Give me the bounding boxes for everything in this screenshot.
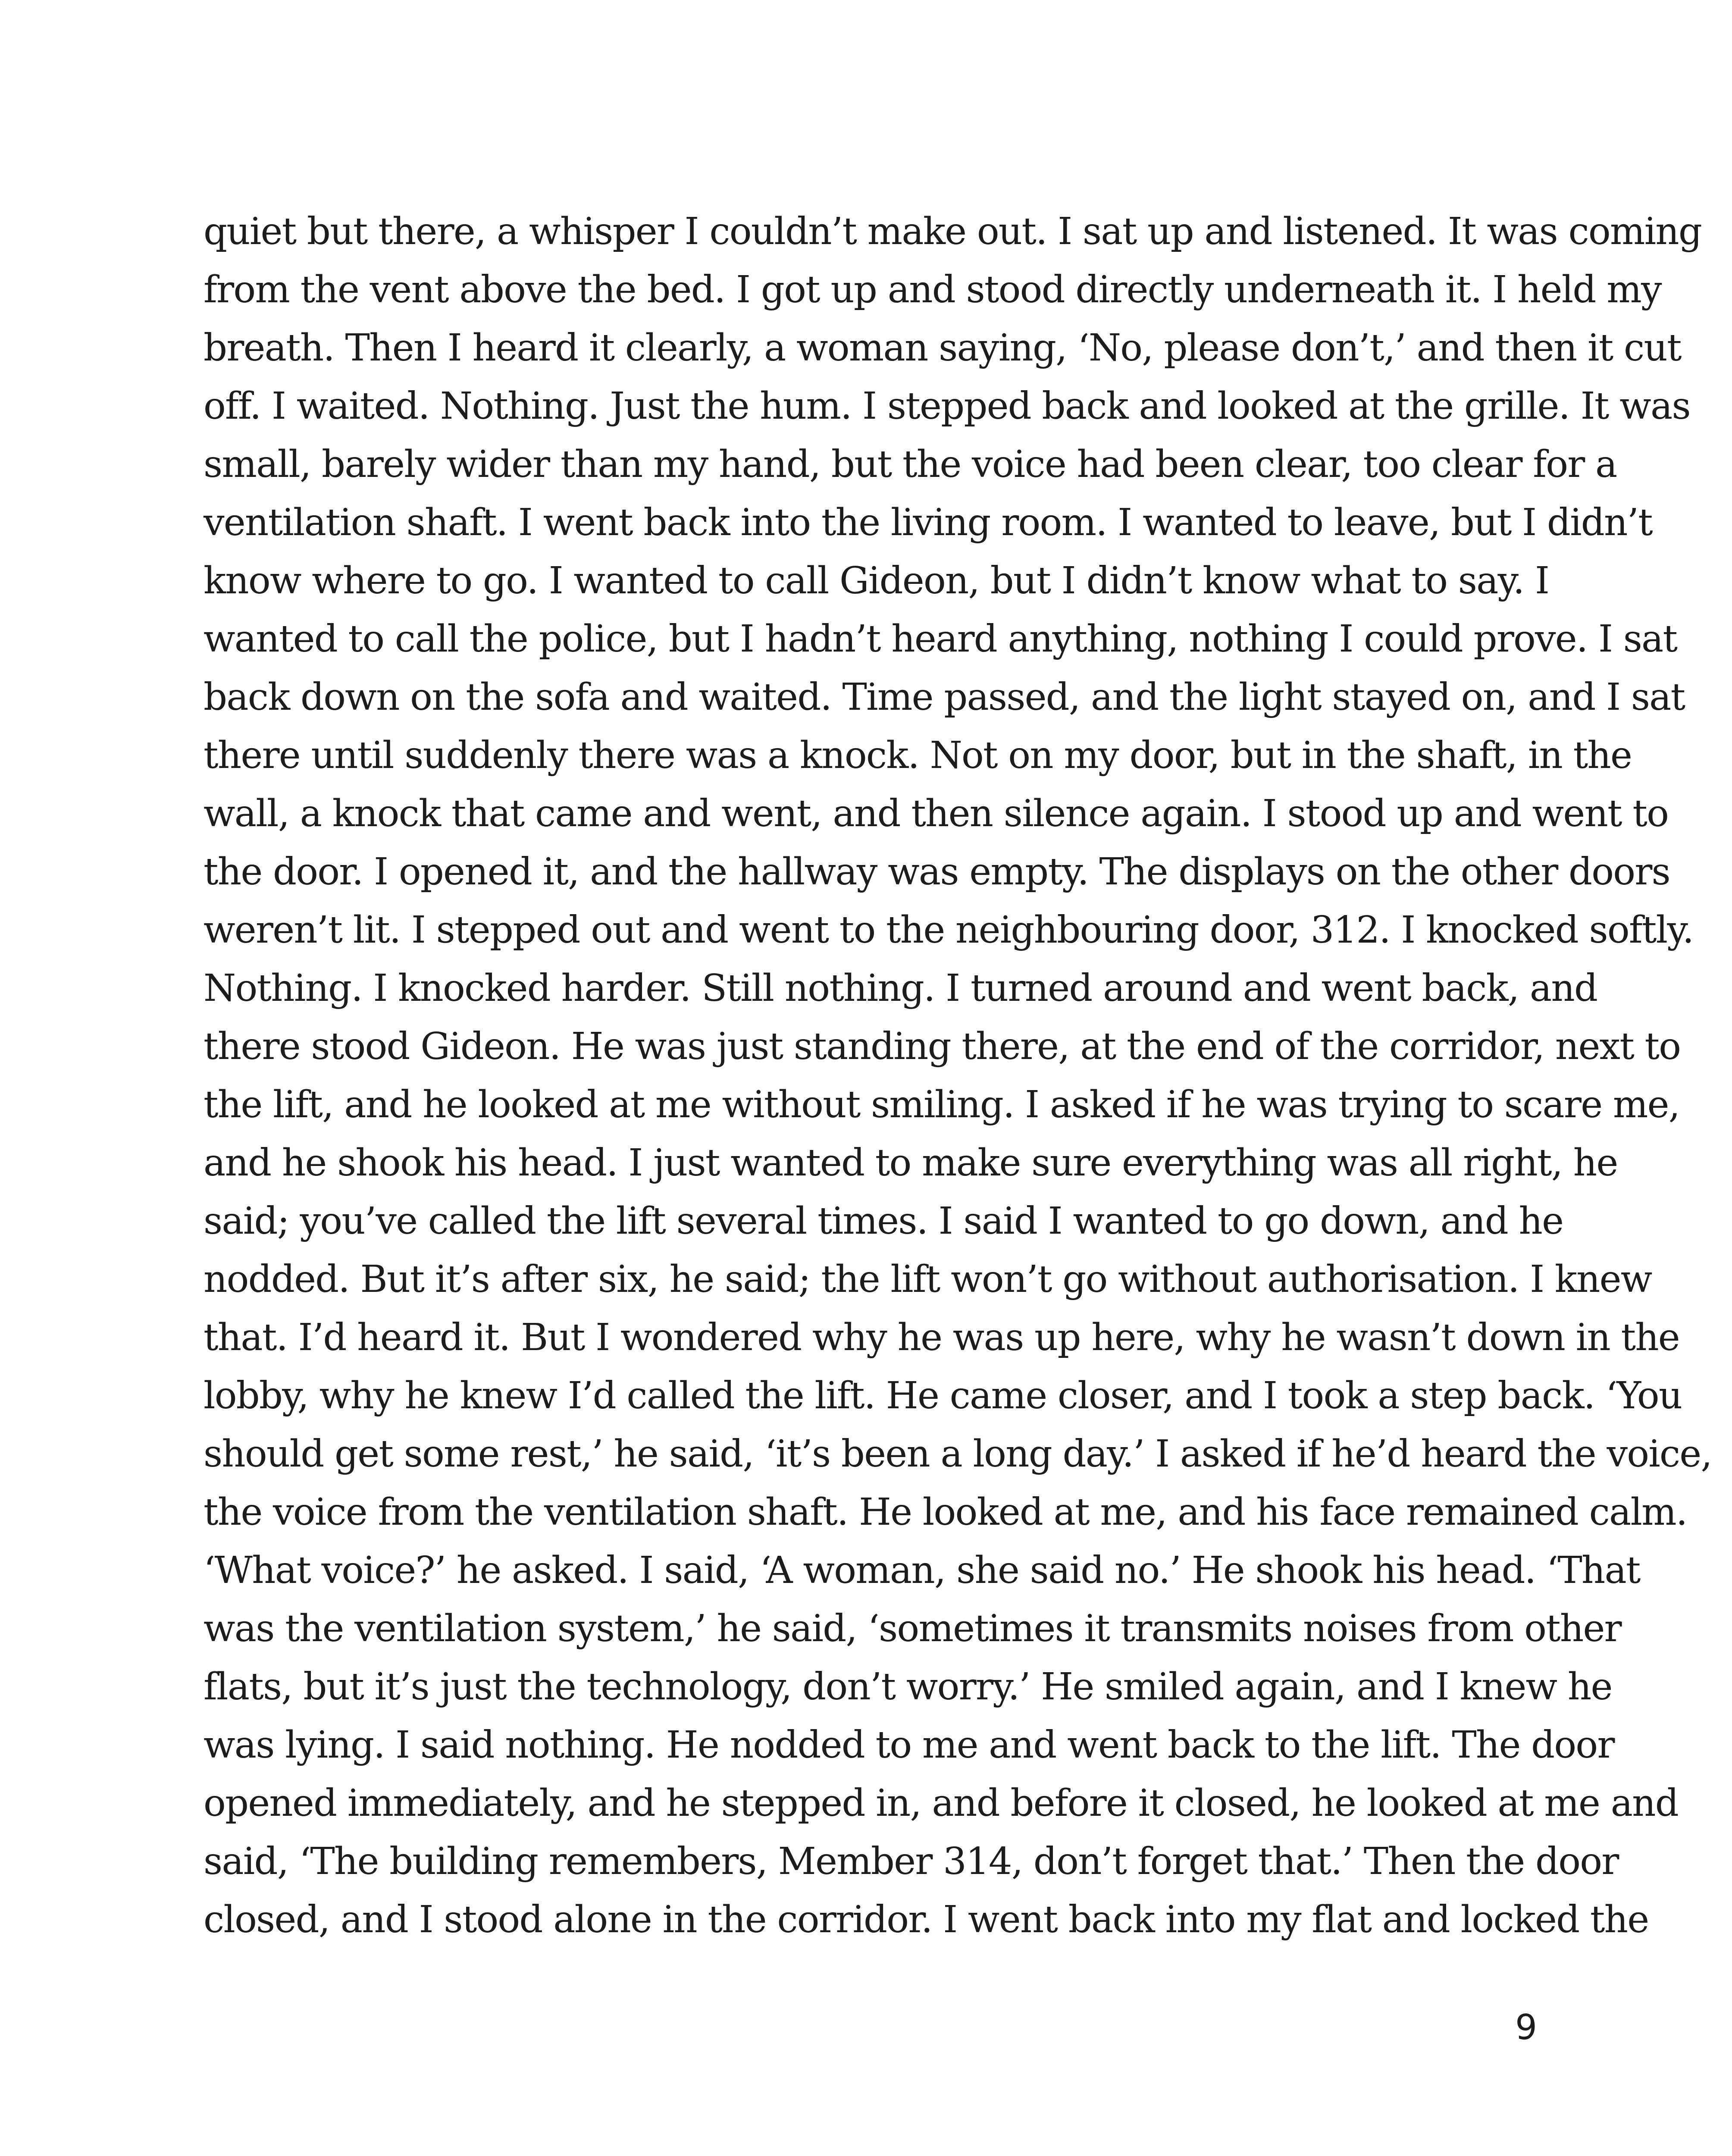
text-line: flats, but it’s just the technology, don’t worry.’ He smiled again, and I knew he: [204, 1665, 1612, 1708]
text-line: said; you’ve called the lift several times. I said I wanted to go down, and he: [204, 1200, 1563, 1243]
text-line: from the vent above the bed. I got up and stood directly underneath it. I held my: [204, 268, 1661, 311]
text-line: small, barely wider than my hand, but the voice had been clear, too clear for a: [204, 443, 1617, 486]
text-line: opened immediately, and he stepped in, and before it closed, he looked at me and: [204, 1782, 1679, 1825]
text-line: there until suddenly there was a knock. Not on my door, but in the shaft, in the: [204, 734, 1632, 777]
text-line: closed, and I stood alone in the corridor. I went back into my flat and locked the: [204, 1898, 1649, 1941]
body-text: [204, 203, 1712, 1949]
text-line: off. I waited. Nothing. Just the hum. I stepped back and looked at the grille. It was: [204, 385, 1690, 428]
text-line: ventilation shaft. I went back into the living room. I wanted to leave, but I didn’t: [204, 501, 1652, 544]
text-line: wall, a knock that came and went, and then silence again. I stood up and went to: [204, 792, 1669, 835]
text-line: wanted to call the police, but I hadn’t heard anything, nothing I could prove. I sat: [204, 617, 1677, 661]
text-line: Nothing. I knocked harder. Still nothing. I turned around and went back, and: [204, 967, 1597, 1010]
text-line: there stood Gideon. He was just standing there, at the end of the corridor, next to: [204, 1025, 1681, 1068]
text-line: said, ‘The building remembers, Member 314, don’t forget that.’ Then the door: [204, 1840, 1619, 1883]
text-line: know where to go. I wanted to call Gideon, but I didn’t know what to say. I: [204, 559, 1549, 602]
text-line: back down on the sofa and waited. Time passed, and the light stayed on, and I sat: [204, 676, 1685, 719]
text-line: breath. Then I heard it clearly, a woman saying, ‘No, please don’t,’ and then it cut: [204, 326, 1681, 370]
text-line: should get some rest,’ he said, ‘it’s been a long day.’ I asked if he’d heard the voice,: [204, 1432, 1712, 1476]
text-line: was lying. I said nothing. He nodded to me and went back to the lift. The door: [204, 1724, 1614, 1767]
text-line: was the ventilation system,’ he said, ‘sometimes it transmits noises from other: [204, 1607, 1621, 1650]
text-line: the door. I opened it, and the hallway was empty. The displays on the other doors: [204, 850, 1670, 893]
text-line: lobby, why he knew I’d called the lift. He came closer, and I took a step back. ‘You: [204, 1374, 1682, 1417]
text-line: quiet but there, a whisper I couldn’t make out. I sat up and listened. It was coming: [204, 210, 1702, 253]
text-line: and he shook his head. I just wanted to make sure everything was all right, he: [204, 1141, 1618, 1185]
text-line: the lift, and he looked at me without smiling. I asked if he was trying to scare me,: [204, 1083, 1680, 1126]
text-line: the voice from the ventilation shaft. He looked at me, and his face remained calm.: [204, 1491, 1687, 1534]
text-line: nodded. But it’s after six, he said; the lift won’t go without authorisation. I knew: [204, 1258, 1652, 1301]
text-line: ‘What voice?’ he asked. I said, ‘A woman, she said no.’ He shook his head. ‘That: [204, 1549, 1640, 1592]
text-line: that. I’d heard it. But I wondered why he was up here, why he wasn’t down in the: [204, 1316, 1679, 1359]
page-number: 9: [1515, 2007, 1537, 2047]
text-line: weren’t lit. I stepped out and went to the neighbouring door, 312. I knocked softly.: [204, 909, 1694, 952]
